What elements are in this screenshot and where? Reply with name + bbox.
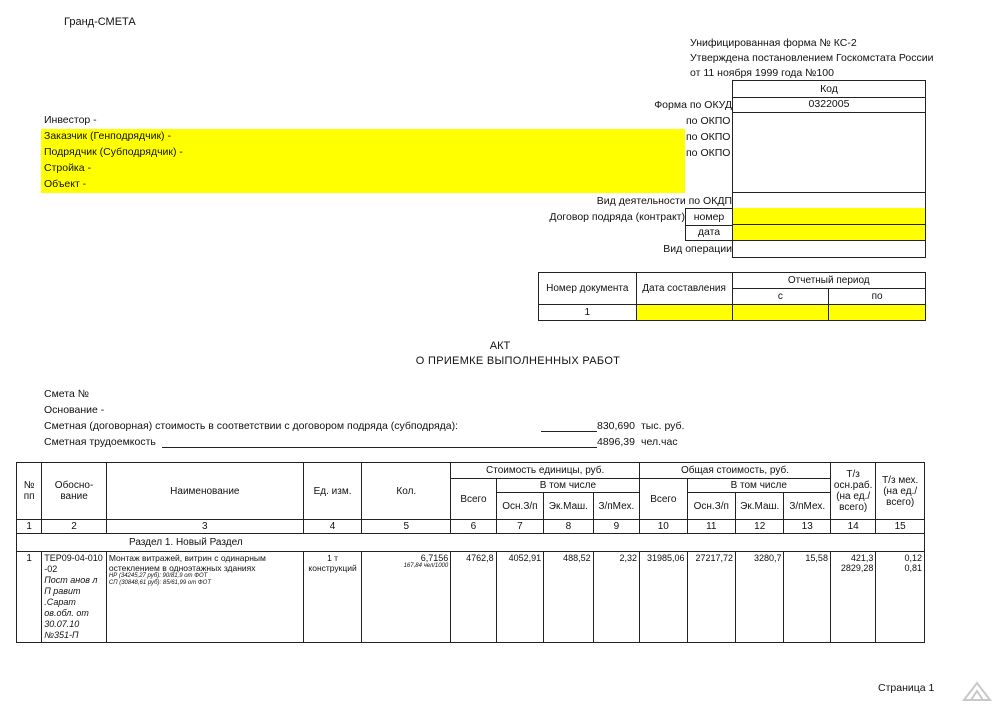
th-tc-osn: Осн.З/п xyxy=(687,493,735,520)
th-unit-cost: Стоимость единицы, руб. xyxy=(451,463,640,479)
col-number: 10 xyxy=(640,520,687,534)
row-uc-ek: 488,52 xyxy=(544,552,593,643)
th-tz-mekh: Т/з мех. (на ед./ всего) xyxy=(876,463,925,520)
th-no: № пп xyxy=(17,463,42,520)
row-unit: 1 т конструкций xyxy=(303,552,362,643)
okud-value: 0322005 xyxy=(732,96,926,113)
row-sp: СП (30848,61 руб): 85/61,99 от ФОТ xyxy=(108,580,211,586)
okdp-cell xyxy=(732,192,926,209)
col-number: 8 xyxy=(544,520,593,534)
col-number: 13 xyxy=(784,520,830,534)
row-basis-cell xyxy=(42,552,107,643)
contract-date-cell[interactable] xyxy=(732,225,926,241)
investor-label: Инвестор - xyxy=(44,114,97,126)
row-tc-osn: 27217,72 xyxy=(687,552,735,643)
row-basis-note: Пост анов л П равит .Сарат ов.обл. от 30.07.10 №351-П xyxy=(44,575,98,640)
row-tz-osn-cell xyxy=(830,552,875,643)
period-from-cell[interactable] xyxy=(732,305,829,321)
row-uc-osn: 4052,91 xyxy=(496,552,543,643)
period-to-header: по xyxy=(829,289,926,305)
okpo-label-2: по ОКПО xyxy=(686,131,731,143)
col-number: 14 xyxy=(830,520,875,534)
row-name-cell xyxy=(106,552,303,643)
cost-unit: тыс. руб. xyxy=(641,420,685,432)
row-qty-cell xyxy=(362,552,451,643)
row-tz-mekh-cell xyxy=(876,552,925,643)
row-tz-mekh-total: 0,81 xyxy=(904,563,922,573)
basis-label: Основание - xyxy=(44,404,105,416)
col-number: 2 xyxy=(42,520,107,534)
row-tz-osn-total: 2829,28 xyxy=(840,563,874,573)
customer-label: Заказчик (Генподрядчик) - xyxy=(44,130,171,142)
th-uc-osn: Осн.З/п xyxy=(496,493,543,520)
contract-number-cell[interactable] xyxy=(732,208,926,225)
row-uc-zp: 2,32 xyxy=(593,552,639,643)
date-value-cell[interactable] xyxy=(636,305,732,321)
th-total-cost: Общая стоимость, руб. xyxy=(640,463,831,479)
row-tz-osn-unit: 421,3 xyxy=(850,553,874,563)
col-number: 9 xyxy=(593,520,639,534)
th-qty: Кол. xyxy=(362,463,451,520)
row-tc-zp: 15,58 xyxy=(784,552,830,643)
row-uc-total: 4762,8 xyxy=(451,552,496,643)
contractor-label: Подрядчик (Субподрядчик) - xyxy=(44,146,183,158)
form-header-line3: от 11 ноября 1999 года №100 xyxy=(690,67,834,79)
th-tz-osn: Т/з осн.раб. (на ед./ всего) xyxy=(830,463,875,520)
doc-number-value: 1 xyxy=(539,305,637,321)
okpo-label-1: по ОКПО xyxy=(686,115,731,127)
th-tc-incl: В том числе xyxy=(687,479,830,493)
cost-underline xyxy=(541,420,597,432)
okpo-cell xyxy=(732,112,926,193)
th-uc-total: Всего xyxy=(451,479,496,520)
operation-cell xyxy=(732,241,926,258)
row-code: ТЕР09-04-010-02 xyxy=(44,553,103,574)
cost-label: Сметная (договорная) стоимость в соответствии с договором подряда (субподряда): xyxy=(44,420,459,432)
table-row xyxy=(17,552,925,643)
act-subtitle: О ПРИЕМКЕ ВЫПОЛНЕННЫХ РАБОТ xyxy=(415,355,621,367)
watermark-logo-icon xyxy=(962,680,992,702)
period-from-header: с xyxy=(732,289,829,305)
period-to-cell[interactable] xyxy=(829,305,926,321)
okpo-label-3: по ОКПО xyxy=(686,147,731,159)
contract-label: Договор подряда (контракт) xyxy=(549,211,685,223)
col-number: 11 xyxy=(687,520,735,534)
th-uc-incl: В том числе xyxy=(496,479,639,493)
th-uc-zp: З/пМех. xyxy=(593,493,639,520)
okud-label: Форма по ОКУД xyxy=(654,99,732,111)
col-number: 4 xyxy=(303,520,362,534)
row-tz-mekh-unit: 0,12 xyxy=(904,553,922,563)
smeta-number-label: Смета № xyxy=(44,388,90,400)
labor-label: Сметная трудоемкость xyxy=(44,436,156,448)
th-basis: Обосно-вание xyxy=(42,463,107,520)
th-tc-zp: З/пМех. xyxy=(784,493,830,520)
row-tc-ek: 3280,7 xyxy=(736,552,784,643)
col-number: 12 xyxy=(736,520,784,534)
code-header: Код xyxy=(732,80,926,98)
cost-value: 830,690 xyxy=(597,420,635,432)
object-label: Объект - xyxy=(44,178,87,190)
construction-label: Стройка - xyxy=(44,162,92,174)
row-nr: НР (34245,27 руб): 90/81,9 от ФОТ xyxy=(108,573,208,579)
section-title: Раздел 1. Новый Раздел xyxy=(17,534,925,552)
row-no: 1 xyxy=(17,552,42,643)
th-tc-ek: Эк.Маш. xyxy=(736,493,784,520)
row-qty-note: 167,84 чел/1000 xyxy=(403,563,449,569)
th-unit: Ед. изм. xyxy=(303,463,362,520)
col-number: 5 xyxy=(362,520,451,534)
labor-unit: чел.час xyxy=(641,436,678,448)
date-header: Дата составления xyxy=(636,273,732,305)
form-header-line1: Унифицированная форма № КС-2 xyxy=(690,37,857,49)
col-number: 6 xyxy=(451,520,496,534)
th-uc-ek: Эк.Маш. xyxy=(544,493,593,520)
works-table xyxy=(16,462,925,643)
labor-underline xyxy=(162,436,597,448)
col-number: 15 xyxy=(876,520,925,534)
labor-value: 4896,39 xyxy=(597,436,635,448)
row-tc-total: 31985,06 xyxy=(640,552,687,643)
form-header-line2: Утверждена постановлением Госкомстата России xyxy=(690,52,934,64)
col-number: 7 xyxy=(496,520,543,534)
act-title: АКТ xyxy=(489,340,511,352)
th-tc-total: Всего xyxy=(640,479,687,520)
document-table xyxy=(538,272,926,321)
okdp-label: Вид деятельности по ОКДП xyxy=(596,195,732,207)
col-number: 3 xyxy=(106,520,303,534)
number-label-cell: номер xyxy=(685,208,733,226)
th-name: Наименование xyxy=(106,463,303,520)
date-label-cell: дата xyxy=(685,225,733,241)
operation-label: Вид операции xyxy=(663,243,732,255)
row-qty: 6,7156 xyxy=(420,553,449,563)
doc-number-header: Номер документа xyxy=(539,273,637,305)
col-number: 1 xyxy=(17,520,42,534)
row-name: Монтаж витражей, витрин с одинарным остеклением в одноэтажных зданиях xyxy=(108,553,266,573)
page-number: Страница 1 xyxy=(878,682,935,694)
app-title: Гранд-СМЕТА xyxy=(64,16,136,28)
period-header: Отчетный период xyxy=(732,273,925,289)
